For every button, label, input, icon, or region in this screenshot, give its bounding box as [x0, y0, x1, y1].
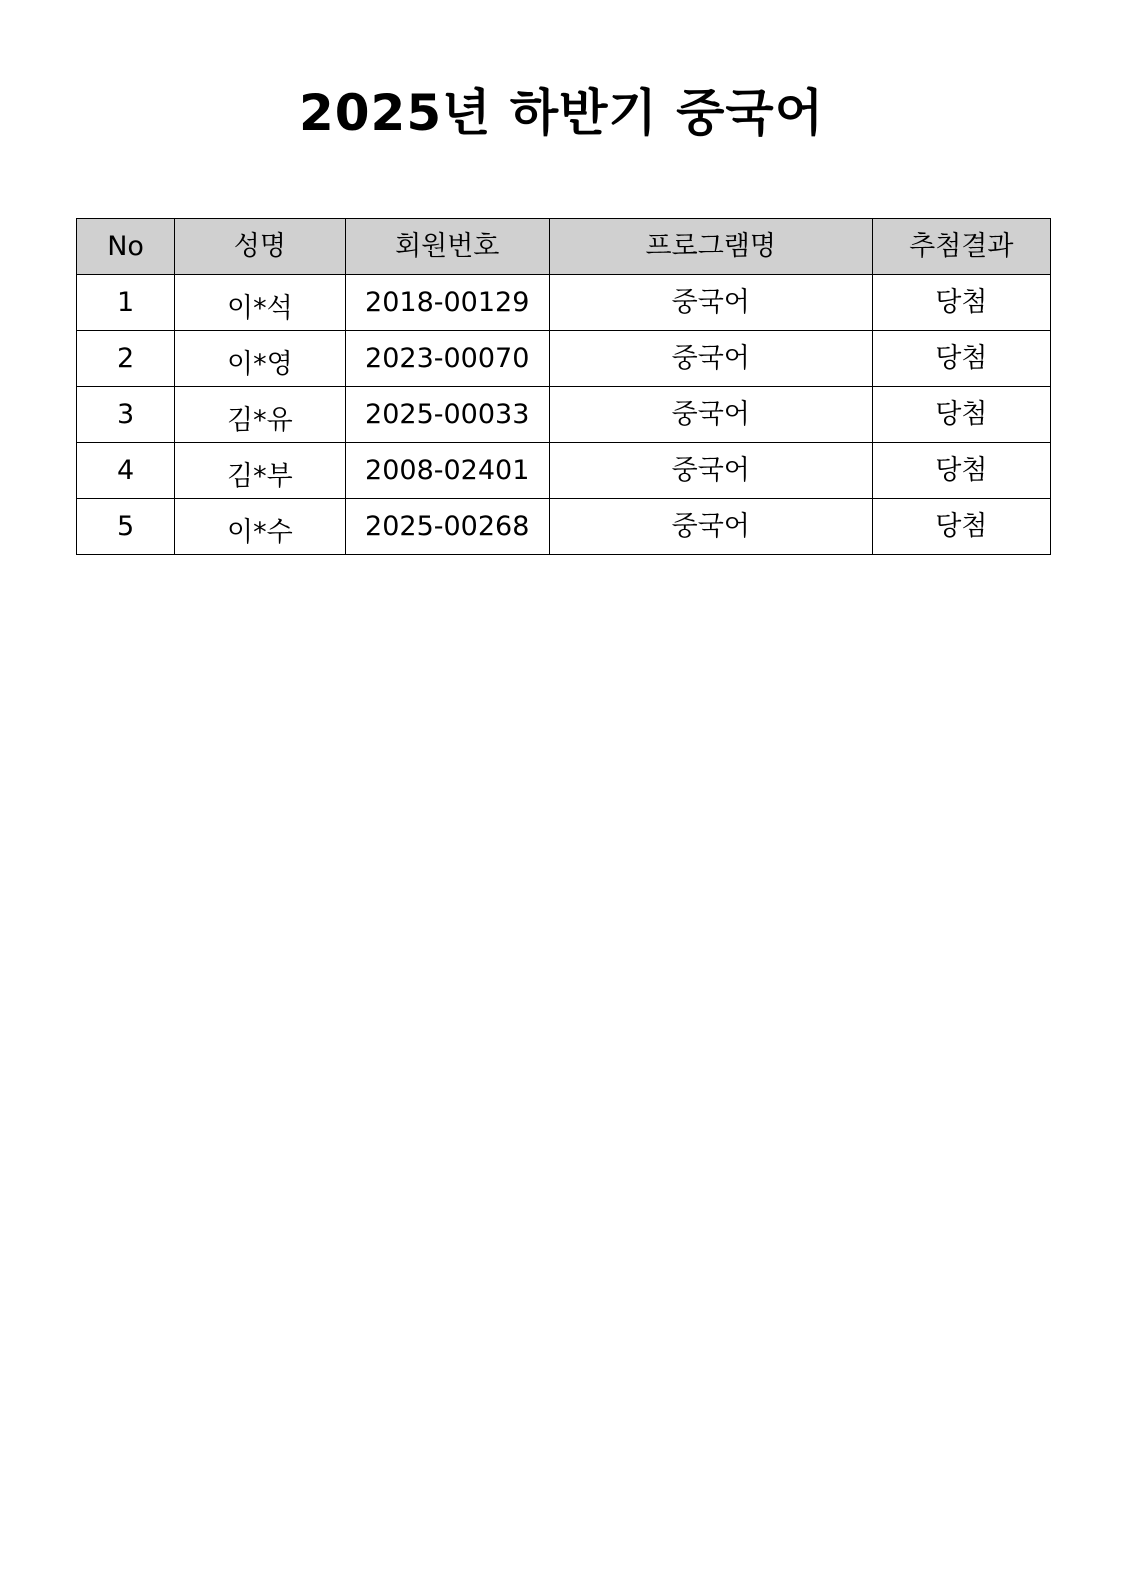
table-row: [77, 443, 1051, 499]
lottery-result-table: [76, 218, 1051, 555]
cell-result: 당첨: [872, 499, 1050, 555]
cell-result: 당첨: [872, 275, 1050, 331]
header-member-id: 회원번호: [345, 219, 549, 275]
cell-name: [175, 331, 345, 387]
cell-program: 중국어: [549, 499, 872, 555]
cell-no: 3: [77, 387, 175, 443]
header-result: 추첨결과: [872, 219, 1050, 275]
name-text: 김*유: [227, 405, 293, 436]
table-header-row: [77, 219, 1051, 275]
cell-name: [175, 443, 345, 499]
cell-name: [175, 499, 345, 555]
cell-name: [175, 387, 345, 443]
page-title: 2025년 하반기 중국어: [298, 84, 825, 142]
cell-member-id: 2023-00070: [345, 331, 549, 387]
cell-member-id: 2025-00268: [345, 499, 549, 555]
cell-program: 중국어: [549, 387, 872, 443]
cell-no: 4: [77, 443, 175, 499]
cell-member-id: 2025-00033: [345, 387, 549, 443]
table-row: [77, 331, 1051, 387]
cell-member-id: 2018-00129: [345, 275, 549, 331]
table-row: [77, 499, 1051, 555]
cell-name: [175, 275, 345, 331]
cell-result: 당첨: [872, 331, 1050, 387]
name-text: 이*수: [227, 517, 293, 548]
cell-program: 중국어: [549, 275, 872, 331]
cell-no: 2: [77, 331, 175, 387]
cell-result: 당첨: [872, 387, 1050, 443]
cell-member-id: 2008-02401: [345, 443, 549, 499]
cell-result: 당첨: [872, 443, 1050, 499]
header-no: No: [77, 219, 175, 275]
table-row: [77, 387, 1051, 443]
cell-program: 중국어: [549, 331, 872, 387]
name-text: 이*영: [227, 349, 293, 380]
cell-program: 중국어: [549, 443, 872, 499]
table-row: [77, 275, 1051, 331]
name-text: 이*석: [227, 293, 293, 324]
cell-no: 5: [77, 499, 175, 555]
name-text: 김*부: [227, 461, 293, 492]
cell-no: 1: [77, 275, 175, 331]
header-program: 프로그램명: [549, 219, 872, 275]
header-name: 성명: [175, 219, 345, 275]
